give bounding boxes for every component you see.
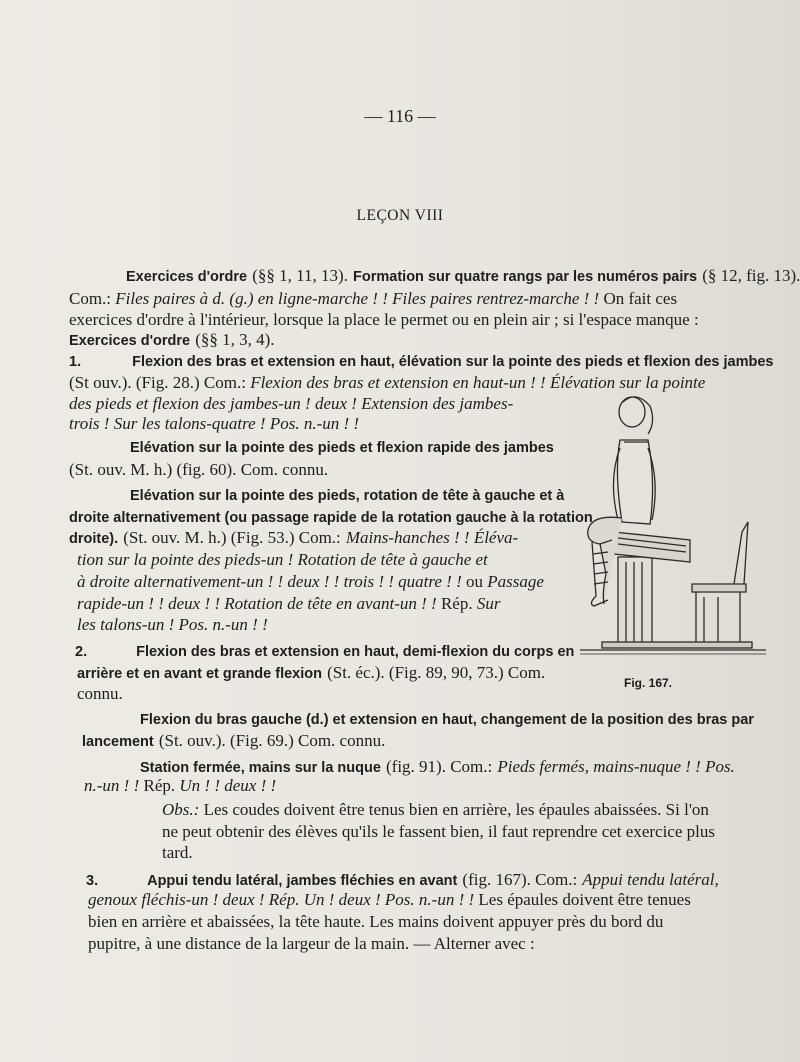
italic-run: Passage xyxy=(487,572,544,591)
text-line xyxy=(69,373,705,393)
text-line xyxy=(162,800,709,820)
italic-run: Mains-hanches ! ! Éléva- xyxy=(345,528,519,547)
heading-run: Exercices d'ordre xyxy=(69,333,191,349)
text-line: connu. xyxy=(77,684,123,703)
text-line: pupitre, à une distance de la largeur de la main. — Alterner avec : xyxy=(88,934,535,953)
text-line xyxy=(126,266,800,287)
text-line: les talons-un ! Pos. n.-un ! ! xyxy=(77,615,268,634)
heading-run: droite). xyxy=(69,531,119,547)
text-run: Rép. xyxy=(143,776,176,795)
text-run: (§§ 1, 3, 4). xyxy=(195,330,275,349)
text-line xyxy=(86,870,719,891)
text-run: ou xyxy=(466,572,484,591)
text-line xyxy=(82,731,385,752)
text-line xyxy=(69,528,518,549)
italic-run: à droite alternativement-un ! ! deux ! ! trois ! ! quatre ! ! xyxy=(77,572,462,591)
italic-run: Obs.: xyxy=(162,800,200,819)
text-line: (St. ouv. M. h.) (fig. 60). Com. connu. xyxy=(69,460,329,479)
text-line: tard. xyxy=(162,843,193,862)
text-run: (§ 12, fig. 13). xyxy=(702,266,800,285)
text-line xyxy=(69,289,677,309)
text-run: (fig. 91). Com.: xyxy=(386,757,493,776)
text-line xyxy=(77,594,500,614)
text-line xyxy=(69,330,275,351)
text-line: Elévation sur la pointe des pieds, rotation de tête à gauche et à xyxy=(130,488,565,504)
text-line: trois ! Sur les talons-quatre ! Pos. n.-un ! ! xyxy=(69,414,360,433)
italic-run: genoux fléchis-un ! deux ! Rép. Un ! deux ! Pos. n.-un ! ! xyxy=(88,890,475,909)
text-line xyxy=(140,757,735,778)
text-line xyxy=(77,663,545,684)
italic-run: n.-un ! ! xyxy=(84,776,140,795)
item-number: 3. xyxy=(86,873,99,889)
heading-run: Appui tendu latéral, jambes fléchies en avant xyxy=(147,873,458,889)
text-line: Elévation sur la pointe des pieds et flexion rapide des jambes xyxy=(130,440,554,456)
lesson-title: LEÇON VIII xyxy=(356,207,444,224)
italic-run: Un ! ! deux ! ! xyxy=(179,776,277,795)
text-line: des pieds et flexion des jambes-un ! deux ! Extension des jambes- xyxy=(69,394,514,413)
page-number: — 116 — xyxy=(364,106,436,126)
italic-run: Sur xyxy=(476,594,501,613)
heading-run: Flexion des bras et extension en haut, demi-flexion du corps en xyxy=(136,644,575,660)
heading-run: Station fermée, mains sur la nuque xyxy=(140,760,381,776)
italic-run: Pieds fermés, mains-nuque ! ! Pos. xyxy=(497,757,735,776)
text-line: Flexion du bras gauche (d.) et extension en haut, changement de la position des bras par xyxy=(140,712,754,728)
text-run: Com.: xyxy=(69,289,112,308)
text-run: Rép. xyxy=(440,594,473,613)
text-line: tion sur la pointe des pieds-un ! Rotation de tête à gauche et xyxy=(77,550,488,569)
text-run: (St. ouv. M. h.) (Fig. 53.) Com.: xyxy=(123,528,341,547)
text-run: (St. éc.). (Fig. 89, 90, 73.) Com. xyxy=(327,663,546,682)
italic-run: Appui tendu latéral, xyxy=(582,870,719,889)
heading-run: Formation sur quatre rangs par les numéros pairs xyxy=(353,269,698,285)
text-run: (St ouv.). (Fig. 28.) Com.: xyxy=(69,373,246,392)
text-line xyxy=(84,776,276,796)
text-run: Les coudes doivent être tenus bien en arrière, les épaules abaissées. Si l'on xyxy=(203,800,709,819)
item-number: 1. xyxy=(69,354,82,370)
text-run: (§§ 1, 11, 13). xyxy=(252,266,348,285)
text-line: droite alternativement (ou passage rapide de la rotation gauche à la rotation xyxy=(69,510,593,526)
heading-run: lancement xyxy=(82,734,154,750)
text-line xyxy=(88,890,691,910)
text-line xyxy=(69,351,774,372)
text-run: (fig. 167). Com.: xyxy=(462,870,578,889)
italic-run: Flexion des bras et extension en haut-un ! ! Élévation sur la pointe xyxy=(250,373,706,392)
italic-run: Files paires à d. (g.) en ligne-marche ! ! Files paires rentrez-marche ! ! xyxy=(115,289,600,308)
text-line: ne peut obtenir des élèves qu'ils le fassent bien, il faut reprendre cet exercice plus xyxy=(162,822,715,841)
text-run: (St. ouv.). (Fig. 69.) Com. connu. xyxy=(158,731,386,750)
text-line xyxy=(77,572,544,592)
text-line xyxy=(75,641,574,662)
text-line: bien en arrière et abaissées, la tête haute. Les mains doivent appuyer près du bord du xyxy=(88,912,664,931)
text-run: On fait ces xyxy=(603,289,678,308)
text-run: Les épaules doivent être tenues xyxy=(478,890,691,909)
heading-run: arrière et en avant et grande flexion xyxy=(77,666,322,682)
text-line: exercices d'ordre à l'intérieur, lorsque la place le permet ou en plein air ; si l'espace manque : xyxy=(69,310,699,329)
figure-167-illustration xyxy=(578,392,773,662)
italic-run: rapide-un ! ! deux ! ! Rotation de tête en avant-un ! ! xyxy=(77,594,437,613)
item-number: 2. xyxy=(75,644,88,660)
figure-caption: Fig. 167. xyxy=(624,676,673,690)
heading-run: Flexion des bras et extension en haut, élévation sur la pointe des pieds et flexion des jambes xyxy=(132,354,774,370)
heading-run: Exercices d'ordre xyxy=(126,269,248,285)
